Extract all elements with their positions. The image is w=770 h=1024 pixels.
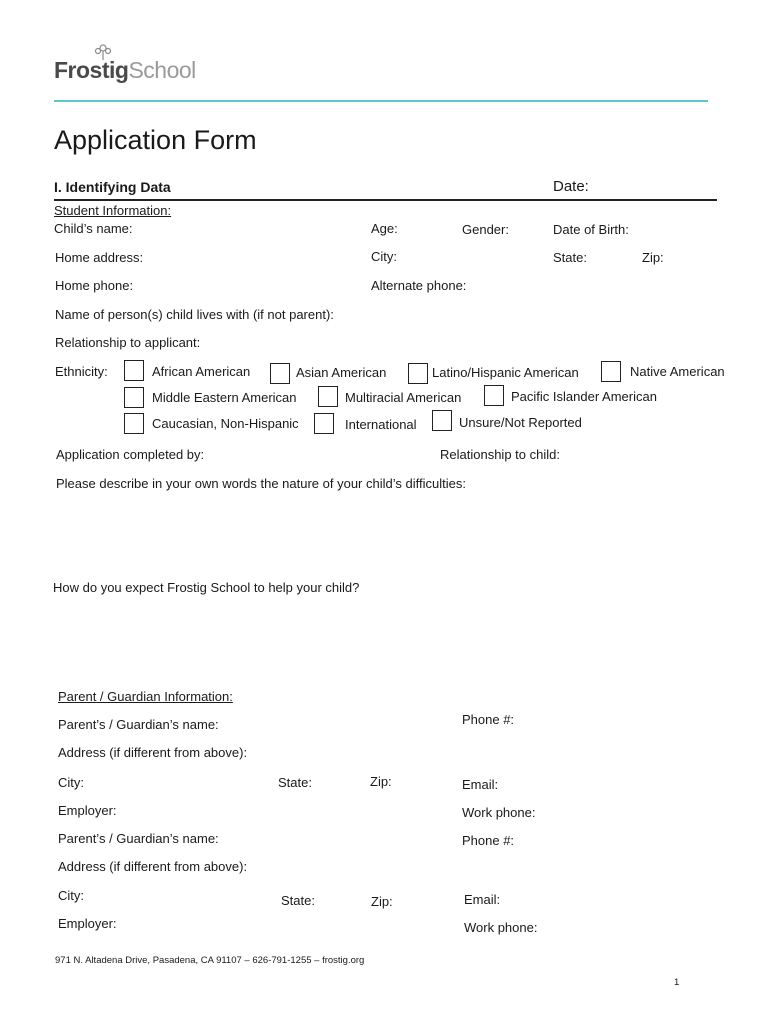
parent2-zip-label: Zip: [371,894,393,909]
option-latino-hispanic: Latino/Hispanic American [432,365,579,380]
parent1-email-label: Email: [462,777,499,792]
parent1-work-phone-label: Work phone: [462,805,536,820]
age-label: Age: [371,221,398,236]
date-label: Date: [553,178,589,195]
checkbox-native-american[interactable] [601,361,621,382]
describe-difficulties-label: Please describe in your own words the nature of your child’s difficulties: [56,476,466,491]
zip-label: Zip: [642,250,664,265]
relationship-label: Relationship to applicant: [55,335,201,350]
parent-info-header: Parent / Guardian Information: [58,689,233,704]
checkbox-international[interactable] [314,413,334,434]
lives-with-label: Name of person(s) child lives with (if not parent): [55,307,334,322]
student-info-header: Student Information: [54,203,172,218]
city-label: City: [371,249,397,264]
section-heading: I. Identifying Data [54,179,171,195]
checkbox-african-american[interactable] [124,360,144,381]
gender-label: Gender: [462,222,509,237]
logo [54,45,196,84]
state-label: State: [553,250,587,265]
parent1-zip-label: Zip: [370,774,392,789]
completed-by-label: Application completed by: [56,447,205,462]
parent2-work-phone-label: Work phone: [464,920,538,935]
page-number: 1 [674,977,680,988]
header-divider [54,100,708,102]
parent2-address-label: Address (if different from above): [58,859,248,874]
parent2-email-label: Email: [464,892,501,907]
checkbox-latino-hispanic[interactable] [408,363,428,384]
checkbox-multiracial[interactable] [318,386,338,407]
parent2-state-label: State: [281,893,315,908]
parent1-state-label: State: [278,775,312,790]
home-phone-label: Home phone: [55,278,134,293]
option-native-american: Native American [630,364,725,379]
alt-phone-label: Alternate phone: [371,278,467,293]
parent2-name-label: Parent’s / Guardian’s name: [58,831,219,846]
logo-bold: Frostig [54,57,129,83]
section-rule [54,199,717,201]
option-pacific-islander: Pacific Islander American [511,389,657,404]
option-african-american: African American [152,364,251,379]
relationship-child-label: Relationship to child: [440,447,560,462]
parent1-employer-label: Employer: [58,803,117,818]
parent2-city-label: City: [58,888,84,903]
checkbox-middle-eastern[interactable] [124,387,144,408]
parent1-phone-label: Phone #: [462,712,515,727]
option-multiracial: Multiracial American [345,390,462,405]
checkbox-asian-american[interactable] [270,363,290,384]
option-middle-eastern: Middle Eastern American [152,390,297,405]
parent1-address-label: Address (if different from above): [58,745,248,760]
checkbox-caucasian[interactable] [124,413,144,434]
option-asian-american: Asian American [296,365,387,380]
expectations-label: How do you expect Frostig School to help your child? [53,580,360,595]
option-caucasian: Caucasian, Non-Hispanic [152,416,299,431]
parent2-phone-label: Phone #: [462,833,515,848]
option-unsure: Unsure/Not Reported [459,415,582,430]
option-international: International [345,417,417,432]
home-address-label: Home address: [55,250,144,265]
parent1-city-label: City: [58,775,84,790]
parent1-name-label: Parent’s / Guardian’s name: [58,717,219,732]
tree-icon [92,43,114,61]
checkbox-pacific-islander[interactable] [484,385,504,406]
logo-light: School [128,57,196,83]
dob-label: Date of Birth: [553,222,629,237]
footer-address: 971 N. Altadena Drive, Pasadena, CA 91107 – 626-791-1255 – frostig.org [55,955,365,966]
child-name-label: Child’s name: [54,221,133,236]
parent2-employer-label: Employer: [58,916,117,931]
checkbox-unsure[interactable] [432,410,452,431]
ethnicity-label: Ethnicity: [55,364,108,379]
page-title: Application Form [54,125,257,155]
